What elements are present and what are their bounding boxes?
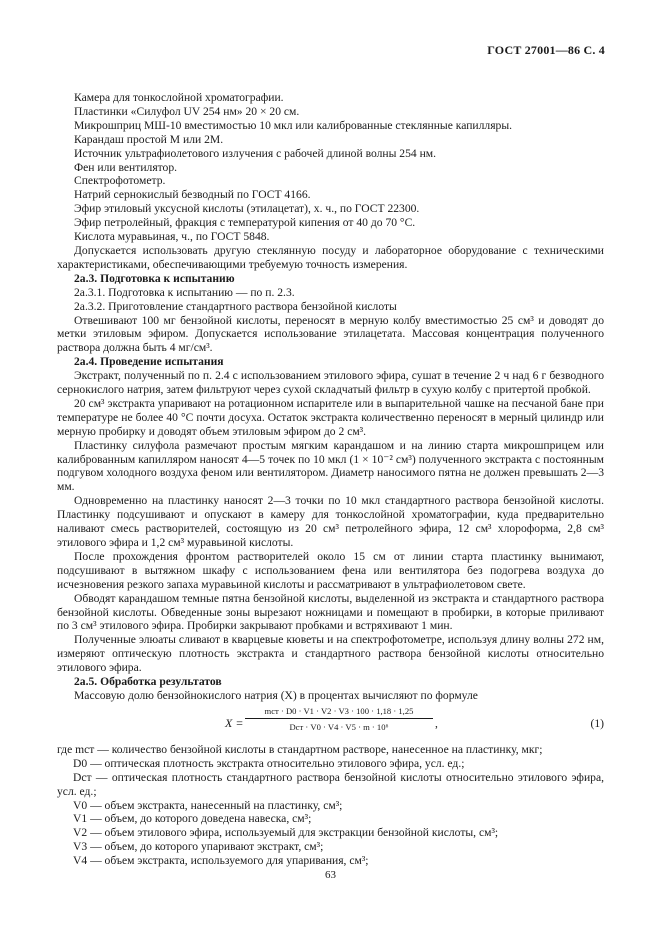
paragraph: 2а.3.2. Приготовление стандартного раствора бензойной кислоты (74, 299, 397, 313)
formula-1 (57, 705, 604, 739)
formula-numerator: mст · D0 · V1 · V2 · V3 · 100 · 1,18 · 1,25 (245, 705, 433, 719)
section-heading: 2а.5. Обработка результатов (74, 675, 222, 689)
page-header: ГОСТ 27001—86 С. 4 (487, 43, 605, 57)
paragraph: Массовую долю бензойнокислого натрия (X) в процентах вычисляют по формуле (74, 688, 478, 702)
paragraph: Карандаш простой М или 2М. (74, 132, 224, 146)
paragraph: Экстракт, полученный по п. 2.4 с использованием этилового эфира, сушат в течение 2 ч над 6 г безводного сернокислого натрия, затем фильтруют через сухой складчатый фильтр в сухую колбу с притертой пробкой. (57, 369, 604, 397)
definition-item: V4 — объем экстракта, используемого для упаривания, см³; (73, 854, 369, 868)
document-body (57, 91, 604, 868)
paragraph: Обводят карандашом темные пятна бензойной кислоты, выделенной из экстракта и стандартного раствора бензойной кислоты. Обведенные зоны вырезают ножницами и помещают в пробирки, в которые приливают по 3 см³ этилового эфира. Пробирки закрывают пробками и встряхивают 1 мин. (57, 591, 604, 633)
formula-comma: , (435, 716, 438, 730)
paragraph: Пластинки «Силуфол UV 254 нм» 20 × 20 см. (74, 104, 300, 118)
paragraph: Допускается использовать другую стеклянную посуду и лабораторное оборудование с техническими характеристиками, обеспечивающими требуемую точность измерения. (57, 243, 604, 271)
definition-item: Dст — оптическая плотность стандартного раствора бензойной кислоты относительно этилового эфира, усл. ед.; (57, 770, 604, 798)
paragraph: Спектрофотометр. (74, 174, 166, 188)
section-heading: 2а.4. Проведение испытания (74, 355, 224, 369)
formula-fraction (245, 705, 433, 733)
equation-number: (1) (590, 716, 604, 730)
page-number: 63 (325, 869, 336, 881)
paragraph: Фен или вентилятор. (74, 160, 178, 174)
paragraph: Камера для тонкослойной хроматографии. (74, 91, 284, 104)
definition-item: V1 — объем, до которого доведена навеска, см³; (73, 812, 312, 826)
paragraph: Микрошприц МШ-10 вместимостью 10 мкл или калиброванные стеклянные капилляры. (74, 118, 513, 132)
paragraph: Эфир этиловый уксусной кислоты (этилацетат), х. ч., по ГОСТ 22300. (74, 202, 420, 216)
definition-item: где mст — количество бензойной кислоты в стандартном растворе, нанесенное на пластинку, мкг; (57, 742, 543, 756)
paragraph: После прохождения фронтом растворителей около 15 см от линии старта пластинку вынимают, подсушивают в вытяжном шкафу с использованием фена или вентилятора без подогрева воздуха до исчезновения резкого запаха муравьиной кислоты и рассматривают в ультрафиолетовом свете. (57, 549, 604, 591)
paragraph: Натрий сернокислый безводный по ГОСТ 4166. (74, 188, 311, 202)
paragraph: Эфир петролейный, фракция с температурой кипения от 40 до 70 °С. (74, 216, 416, 230)
definition-item: V0 — объем экстракта, нанесенный на пластинку, см³; (73, 798, 343, 812)
definition-item: V2 — объем этилового эфира, используемый для экстракции бензойной кислоты, см³; (73, 826, 499, 840)
definition-item: V3 — объем, до которого упаривают экстракт, см³; (73, 840, 324, 854)
paragraph: Пластинку силуфола размечают простым мягким карандашом и на линию старта микрошприцем или калиброванным капилляром наносят 4—5 точек по 10 мкл (1 × 10⁻² см³) полученного экстракта с постоянным подгувом холодного воздуха феном или вентилятором. Диаметр наносимого пятна не должен превышать 2—3 мм. (57, 438, 604, 494)
paragraph: Источник ультрафиолетового излучения с рабочей длиной волны 254 нм. (74, 146, 437, 160)
paragraph: Полученные элюаты сливают в кварцевые кюветы и на спектрофотометре, используя длину волны 272 нм, измеряют оптическую плотность экстракта и стандартного раствора бензойной кислоты относительно этилового эфира. (57, 633, 604, 675)
paragraph: Отвешивают 100 мг бензойной кислоты, переносят в мерную колбу вместимостью 25 см³ и доводят до метки этиловым эфиром. Допускается использование этилацетата. Массовая концентрация полученного раствора должна быть 4 мг/см³. (57, 313, 604, 355)
section-heading: 2а.3. Подготовка к испытанию (74, 271, 235, 285)
paragraph: Одновременно на пластинку наносят 2—3 точки по 10 мкл стандартного раствора бензойной кислоты. Пластинку подсушивают и опускают в камеру для тонкослойной хроматографии, куда предварительно наливают смесь растворителей, состоящую из 20 см³ петролейного эфира, 12 см³ хлороформа, 2,8 см³ этилового эфира и 1,2 см³ муравьиной кислоты. (57, 494, 604, 549)
formula-lhs: X = (225, 715, 244, 730)
paragraph: 2а.3.1. Подготовка к испытанию — по п. 2.3. (74, 285, 295, 299)
definition-item: D0 — оптическая плотность экстракта относительно этилового эфира, усл. ед.; (73, 756, 465, 770)
paragraph: Кислота муравьиная, ч., по ГОСТ 5848. (74, 230, 270, 244)
formula-denominator: Dст · V0 · V4 · V5 · m · 10⁶ (289, 721, 389, 732)
paragraph: 20 см³ экстракта упаривают на ротационном испарителе или в выпарительной чашке на песчаной бане при температуре не более 40 °С почти досуха. Остаток экстракта количественно переносят в мерный цилиндр или мерную пробирку и доводят объем этиловым эфиром до 2 см³. (57, 396, 604, 438)
